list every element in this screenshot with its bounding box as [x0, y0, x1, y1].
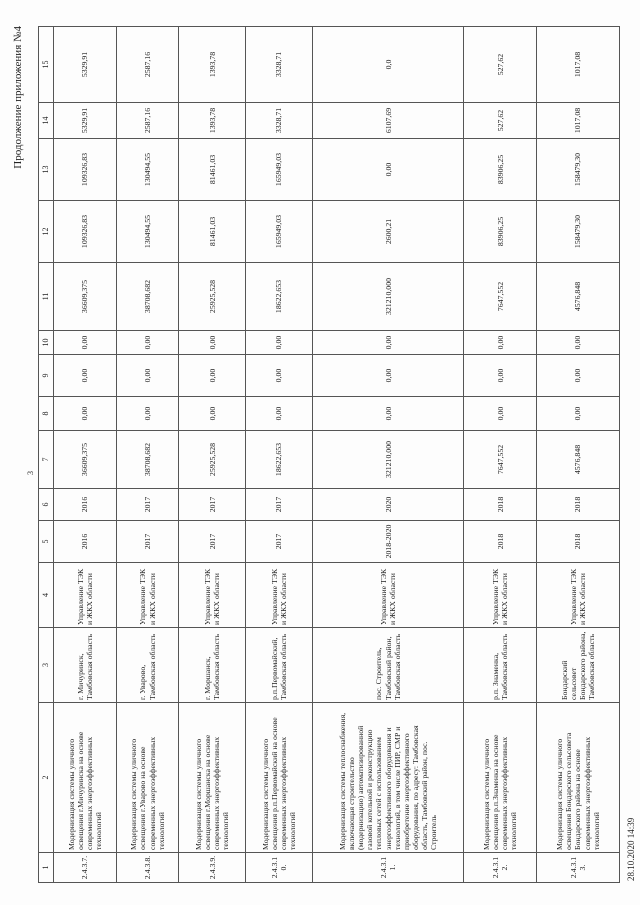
col-number: 3 [39, 628, 54, 703]
value-col-14: 6107,69 [312, 103, 464, 139]
value-col-14: 527,62 [464, 103, 537, 139]
value-col-15: 2587,16 [116, 27, 179, 103]
table-row [312, 27, 464, 883]
responsible-org: Управление ТЭК и ЖКХ области [312, 563, 464, 628]
value-col-9: 0,00 [246, 355, 313, 397]
col-number: 13 [39, 139, 54, 201]
value-col-12: 130494,55 [116, 201, 179, 263]
value-col-7: 36609,375 [54, 431, 117, 489]
value-col-10: 0,00 [312, 331, 464, 355]
value-col-12: 2600,21 [312, 201, 464, 263]
period: 2016 [54, 521, 117, 563]
value-col-9: 0,00 [312, 355, 464, 397]
col-number: 12 [39, 201, 54, 263]
col-number: 4 [39, 563, 54, 628]
value-col-8: 0,00 [116, 397, 179, 431]
year: 2018 [464, 489, 537, 521]
col-number: 2 [39, 703, 54, 853]
value-col-14: 5329,91 [54, 103, 117, 139]
value-col-13: 83906,25 [464, 139, 537, 201]
value-col-8: 0,00 [537, 397, 620, 431]
value-col-12: 81461,03 [179, 201, 246, 263]
col-number: 11 [39, 263, 54, 331]
period: 2018-2020 [312, 521, 464, 563]
value-col-13: 130494,55 [116, 139, 179, 201]
responsible-org: Управление ТЭК и ЖКХ области [54, 563, 117, 628]
table-row [179, 27, 246, 883]
value-col-8: 0,00 [312, 397, 464, 431]
value-col-14: 3328,71 [246, 103, 313, 139]
period: 2018 [537, 521, 620, 563]
col-number: 1 [39, 853, 54, 883]
location: г. Уварово, Тамбовская область [116, 628, 179, 703]
value-col-15: 1393,78 [179, 27, 246, 103]
responsible-org: Управление ТЭК и ЖКХ области [246, 563, 313, 628]
location: г. Моршанск, Тамбовская область [179, 628, 246, 703]
value-col-13: 81461,03 [179, 139, 246, 201]
period: 2017 [246, 521, 313, 563]
value-col-12: 109326,83 [54, 201, 117, 263]
year: 2016 [54, 489, 117, 521]
year: 2020 [312, 489, 464, 521]
table-row [116, 27, 179, 883]
value-col-15: 1017,08 [537, 27, 620, 103]
location: пос. Строитель, Тамбовский район, Тамбовская область [312, 628, 464, 703]
row-number: 2.4.3.7. [54, 853, 117, 883]
value-col-13: 158479,30 [537, 139, 620, 201]
value-col-15: 0,0 [312, 27, 464, 103]
value-col-10: 0,00 [464, 331, 537, 355]
value-col-15: 527,62 [464, 27, 537, 103]
period: 2018 [464, 521, 537, 563]
value-col-10: 0,00 [116, 331, 179, 355]
value-col-15: 3328,71 [246, 27, 313, 103]
value-col-9: 0,00 [179, 355, 246, 397]
value-col-11: 38708,682 [116, 263, 179, 331]
row-number: 2.4.3.8. [116, 853, 179, 883]
row-number: 2.4.3.9. [179, 853, 246, 883]
value-col-9: 0,00 [537, 355, 620, 397]
measure-name: Модернизация системы уличного освещения Бондарского сельсовета Бондарского района на основе современных энергоэффективных технологий [537, 703, 620, 853]
col-number: 5 [39, 521, 54, 563]
year: 2017 [179, 489, 246, 521]
value-col-8: 0,00 [54, 397, 117, 431]
responsible-org: Управление ТЭК и ЖКХ области [116, 563, 179, 628]
value-col-11: 25925,528 [179, 263, 246, 331]
continuation-caption: Продолжение приложения №4 [12, 26, 24, 169]
print-timestamp: 28.10.2020 14:39 [626, 817, 636, 881]
table-row [54, 27, 117, 883]
col-number: 7 [39, 431, 54, 489]
column-number-row [39, 27, 54, 883]
col-number: 14 [39, 103, 54, 139]
value-col-13: 109326,83 [54, 139, 117, 201]
value-col-8: 0,00 [464, 397, 537, 431]
measure-name: Модернизация системы уличного освещения г.Мичуринска на основе современных энергоэффективных технологий [54, 703, 117, 853]
value-col-14: 2587,16 [116, 103, 179, 139]
period: 2017 [116, 521, 179, 563]
program-table [38, 26, 620, 883]
table-row [537, 27, 620, 883]
responsible-org: Управление ТЭК и ЖКХ области [464, 563, 537, 628]
value-col-12: 165949,03 [246, 201, 313, 263]
table-row [464, 27, 537, 883]
row-number: 2.4.3.12. [464, 853, 537, 883]
responsible-org: Управление ТЭК и ЖКХ области [179, 563, 246, 628]
location: р.п. Знаменка, Тамбовская область [464, 628, 537, 703]
measure-name: Модернизация системы теплоснабжения, включающая строительство (модернизацию) автоматизированной газовой котельной и реконструкцию тепловых сетей с использованием энергоэффективного оборудования и технологий, в том числе ПИР, СМР и приобретение энергоэффективного оборудования, по адресу: Тамбовская область, Тамбовский район, пос. Строитель [312, 703, 464, 853]
value-col-11: 7647,552 [464, 263, 537, 331]
table-row [246, 27, 313, 883]
value-col-10: 0,00 [179, 331, 246, 355]
col-number: 8 [39, 397, 54, 431]
col-number: 9 [39, 355, 54, 397]
value-col-13: 0,00 [312, 139, 464, 201]
value-col-11: 4576,848 [537, 263, 620, 331]
value-col-12: 158479,30 [537, 201, 620, 263]
measure-name: Модернизация системы уличного освещения г.Уварово на основе современных энергоэффективных технологий [116, 703, 179, 853]
value-col-7: 25925,528 [179, 431, 246, 489]
value-col-8: 0,00 [179, 397, 246, 431]
value-col-11: 18622,653 [246, 263, 313, 331]
col-number: 10 [39, 331, 54, 355]
location: Бондарский сельсовет Бондарского района, Тамбовская область [537, 628, 620, 703]
period: 2017 [179, 521, 246, 563]
measure-name: Модернизация системы уличного освещения г.Моршанска на основе современных энергоэффективных технологий [179, 703, 246, 853]
responsible-org: Управление ТЭК и ЖКХ области [537, 563, 620, 628]
value-col-7: 7647,552 [464, 431, 537, 489]
column-group-number: 3 [26, 471, 35, 475]
value-col-7: 321210,000 [312, 431, 464, 489]
value-col-10: 0,00 [537, 331, 620, 355]
col-number: 6 [39, 489, 54, 521]
value-col-7: 4576,848 [537, 431, 620, 489]
year: 2017 [246, 489, 313, 521]
location: р.п.Первомайский, Тамбовская область [246, 628, 313, 703]
row-number: 2.4.3.11. [312, 853, 464, 883]
year: 2018 [537, 489, 620, 521]
value-col-9: 0,00 [54, 355, 117, 397]
value-col-14: 1017,08 [537, 103, 620, 139]
value-col-11: 321210,000 [312, 263, 464, 331]
value-col-11: 36609,375 [54, 263, 117, 331]
value-col-10: 0,00 [246, 331, 313, 355]
value-col-12: 83906,25 [464, 201, 537, 263]
location: г. Мичуринск, Тамбовская область [54, 628, 117, 703]
col-number: 15 [39, 27, 54, 103]
value-col-7: 18622,653 [246, 431, 313, 489]
value-col-9: 0,00 [464, 355, 537, 397]
value-col-10: 0,00 [54, 331, 117, 355]
measure-name: Модернизация системы уличного освещения р.п.Первомайский на основе современных энергоэффективных технологий [246, 703, 313, 853]
row-number: 2.4.3.10. [246, 853, 313, 883]
value-col-14: 1393,78 [179, 103, 246, 139]
value-col-15: 5329,91 [54, 27, 117, 103]
measure-name: Модернизация системы уличного освещения р.п.Знаменка на основе современных энергоэффективных технологий [464, 703, 537, 853]
value-col-8: 0,00 [246, 397, 313, 431]
row-number: 2.4.3.13. [537, 853, 620, 883]
value-col-7: 38708,682 [116, 431, 179, 489]
value-col-9: 0,00 [116, 355, 179, 397]
value-col-13: 165949,03 [246, 139, 313, 201]
year: 2017 [116, 489, 179, 521]
